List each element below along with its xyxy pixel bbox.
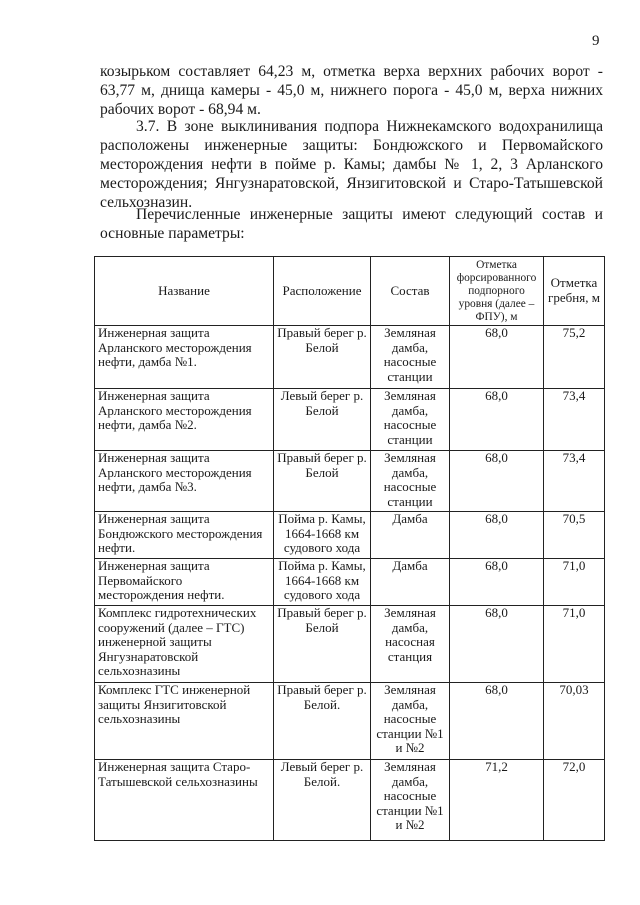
header-location: Расположение — [274, 257, 371, 326]
table-header-row — [95, 257, 605, 326]
cell-fpu: 68,0 — [450, 451, 544, 512]
cell-composition: Дамба — [371, 559, 450, 606]
cell-crest: 71,0 — [544, 606, 605, 683]
cell-name: Инженерная защита Старо-Татышевской сельхозназины — [95, 760, 274, 841]
cell-crest: 73,4 — [544, 451, 605, 512]
cell-fpu: 68,0 — [450, 606, 544, 683]
cell-fpu: 71,2 — [450, 760, 544, 841]
cell-fpu: 68,0 — [450, 683, 544, 760]
text-line: сельхозназин. — [100, 194, 193, 211]
cell-name: Комплекс гидротехнических сооружений (далее – ГТС) инженерной защиты Янгузнаратовской сельхозназины — [95, 606, 274, 683]
cell-fpu: 68,0 — [450, 512, 544, 559]
cell-composition: Земляная дамба, насосные станции — [371, 389, 450, 451]
cell-composition: Земляная дамба, насосные станции №1 и №2 — [371, 760, 450, 841]
text-line: месторождения нефти в пойме р. Камы; дамбы № 1, 2, 3 Арланского — [100, 156, 603, 173]
table-row — [95, 326, 605, 389]
cell-location: Пойма р. Камы, 1664-1668 км судового хода — [274, 512, 371, 559]
protection-parameters-table — [94, 256, 605, 841]
cell-fpu: 68,0 — [450, 326, 544, 389]
cell-location: Левый берег р. Белой — [274, 389, 371, 451]
page-number: 9 — [592, 33, 600, 49]
cell-name: Инженерная защита Арланского месторождения нефти, дамба №3. — [95, 451, 274, 512]
cell-location: Правый берег р. Белой — [274, 606, 371, 683]
cell-composition: Земляная дамба, насосные станции — [371, 451, 450, 512]
text-line: месторождения; Янгузнаратовской, Янзигитовской и Старо-Татышевской — [100, 175, 603, 192]
cell-crest: 71,0 — [544, 559, 605, 606]
paragraph-lock-elevations — [100, 62, 603, 119]
table-row — [95, 760, 605, 841]
cell-location: Правый берег р. Белой — [274, 451, 371, 512]
paragraph-table-intro — [100, 205, 603, 243]
cell-name: Инженерная защита Первомайского месторождения нефти. — [95, 559, 274, 606]
cell-location: Правый берег р. Белой. — [274, 683, 371, 760]
paragraph-section-3-7 — [100, 117, 603, 212]
table-row — [95, 512, 605, 559]
text-line: рабочих ворот - 68,94 м. — [100, 101, 261, 118]
text-line: Перечисленные инженерные защиты имеют следующий состав и — [136, 206, 603, 223]
cell-fpu: 68,0 — [450, 559, 544, 606]
table-row — [95, 606, 605, 683]
header-fpu: Отметка форсированного подпорного уровня (далее – ФПУ), м — [450, 257, 544, 326]
cell-crest: 70,03 — [544, 683, 605, 760]
cell-name: Комплекс ГТС инженерной защиты Янзигитовской сельхозназины — [95, 683, 274, 760]
cell-name: Инженерная защита Арланского месторождения нефти, дамба №2. — [95, 389, 274, 451]
header-crest: Отметка гребня, м — [544, 257, 605, 326]
cell-fpu: 68,0 — [450, 389, 544, 451]
header-name: Название — [95, 257, 274, 326]
header-composition: Состав — [371, 257, 450, 326]
cell-location: Левый берег р. Белой. — [274, 760, 371, 841]
cell-crest: 72,0 — [544, 760, 605, 841]
table-row — [95, 559, 605, 606]
cell-name: Инженерная защита Арланского месторождения нефти, дамба №1. — [95, 326, 274, 389]
text-line: расположены инженерные защиты: Бондюжского и Первомайского — [100, 137, 603, 154]
table-row — [95, 451, 605, 512]
cell-crest: 75,2 — [544, 326, 605, 389]
text-line: 3.7. В зоне выклинивания подпора Нижнекамского водохранилища — [136, 118, 603, 135]
text-line: основные параметры: — [100, 225, 245, 242]
cell-composition: Земляная дамба, насосные станции №1 и №2 — [371, 683, 450, 760]
cell-location: Пойма р. Камы, 1664-1668 км судового хода — [274, 559, 371, 606]
cell-composition: Земляная дамба, насосная станция — [371, 606, 450, 683]
cell-crest: 70,5 — [544, 512, 605, 559]
cell-composition: Дамба — [371, 512, 450, 559]
cell-name: Инженерная защита Бондюжского месторождения нефти. — [95, 512, 274, 559]
table-row — [95, 389, 605, 451]
cell-crest: 73,4 — [544, 389, 605, 451]
cell-composition: Земляная дамба, насосные станции — [371, 326, 450, 389]
text-line: 63,77 м, днища камеры - 45,0 м, нижнего порога - 45,0 м, верха нижних — [100, 82, 603, 99]
table-row — [95, 683, 605, 760]
text-line: козырьком составляет 64,23 м, отметка верха верхних рабочих ворот - — [100, 63, 603, 80]
cell-location: Правый берег р. Белой — [274, 326, 371, 389]
